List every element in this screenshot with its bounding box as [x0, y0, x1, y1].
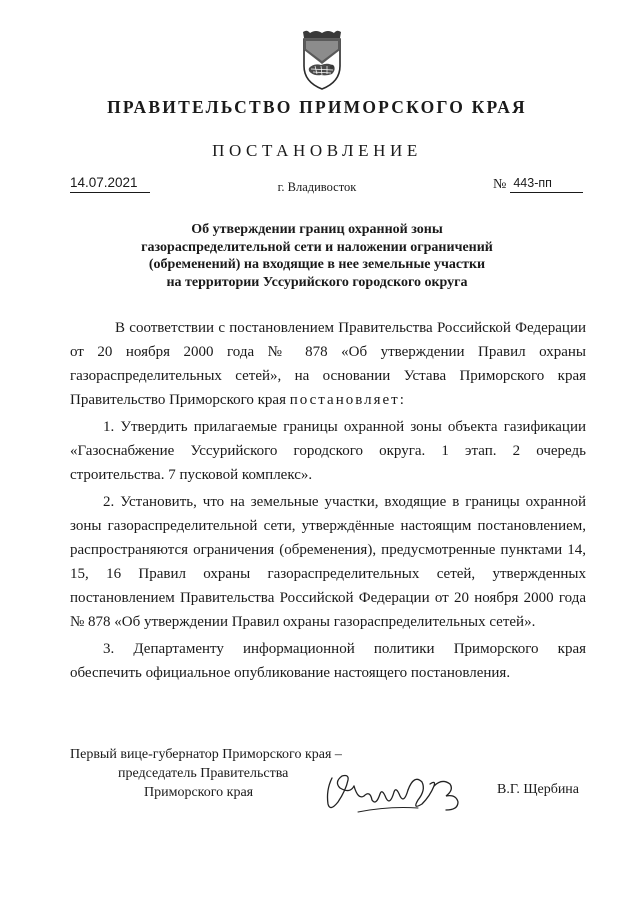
- item-line: распространяются ограничения (обременения), предусмотренные пунктами 14,: [70, 542, 586, 558]
- item-line: обеспечить официальное опубликование настоящего постановления.: [70, 665, 511, 681]
- item-line: 15, 16 Правил охраны газораспределительных сетей, утвержденных: [70, 566, 586, 582]
- document-city: г. Владивосток: [277, 180, 357, 194]
- document-number: 443-пп: [510, 175, 583, 193]
- preamble-paragraph: [70, 316, 586, 412]
- handwritten-signature: [318, 760, 498, 820]
- subject-line: газораспределительной сети и наложении ограничений: [141, 239, 493, 255]
- document-body: [70, 316, 586, 688]
- preamble-last-line: [70, 388, 586, 412]
- resolves-word: постановляет: [289, 392, 400, 408]
- item-line: «Газоснабжение Уссурийского городского округа. 1 этап. 2 очередь: [70, 443, 586, 459]
- item-line: 3. Департаменту информационной политики Приморского края: [103, 641, 586, 657]
- preamble-line: газораспределительных сетей», на основании Устава Приморского края: [70, 368, 586, 384]
- subject-line: (обременений) на входящие в нее земельные участки: [148, 257, 486, 273]
- item-line: № 878 «Об утверждении Правил охраны газораспределительных сетей».: [70, 614, 536, 630]
- item-line: 2. Установить, что на земельные участки, входящие в границы охранной: [103, 494, 586, 510]
- resolves-colon: :: [399, 392, 404, 408]
- signatory-name: В.Г. Щербина: [497, 782, 580, 797]
- document-number-field: [493, 175, 584, 193]
- government-title: ПРАВИТЕЛЬСТВО ПРИМОРСКОГО КРАЯ: [107, 97, 527, 117]
- position-line: Первый вице-губернатор Приморского края –: [70, 747, 342, 762]
- subject-line: Об утверждении границ охранной зоны: [191, 222, 443, 237]
- item-paragraph-3: [70, 637, 586, 685]
- subject-line: на территории Уссурийского городского округа: [166, 274, 468, 290]
- position-line: Приморского края: [144, 785, 254, 800]
- item-line: зоны газораспределительной сети, утверждённые настоящим постановлением,: [70, 518, 586, 534]
- item-line: постановлением Правительства Российской Федерации от 20 ноября 2000 года: [70, 590, 586, 606]
- number-sign: №: [493, 177, 507, 192]
- item-paragraph-2: [70, 490, 586, 634]
- preamble-line: Правительство Приморского края: [70, 392, 290, 408]
- document-date: 14.07.2021: [70, 175, 150, 193]
- position-line: председатель Правительства: [118, 766, 289, 781]
- coat-of-arms-emblem: [297, 30, 347, 90]
- preamble-line: от 20 ноября 2000 года № 878 «Об утверждении Правил охраны: [70, 344, 586, 360]
- preamble-line: В соответствии с постановлением Правительства Российской Федерации: [115, 320, 586, 336]
- item-line: 1. Утвердить прилагаемые границы охранной зоны объекта газификации: [103, 419, 586, 435]
- document-type: ПОСТАНОВЛЕНИЕ: [212, 141, 422, 160]
- document-subject: [90, 221, 544, 291]
- item-line: строительства. 7 пусковой комплекс».: [70, 467, 313, 483]
- item-paragraph-1: [70, 415, 586, 487]
